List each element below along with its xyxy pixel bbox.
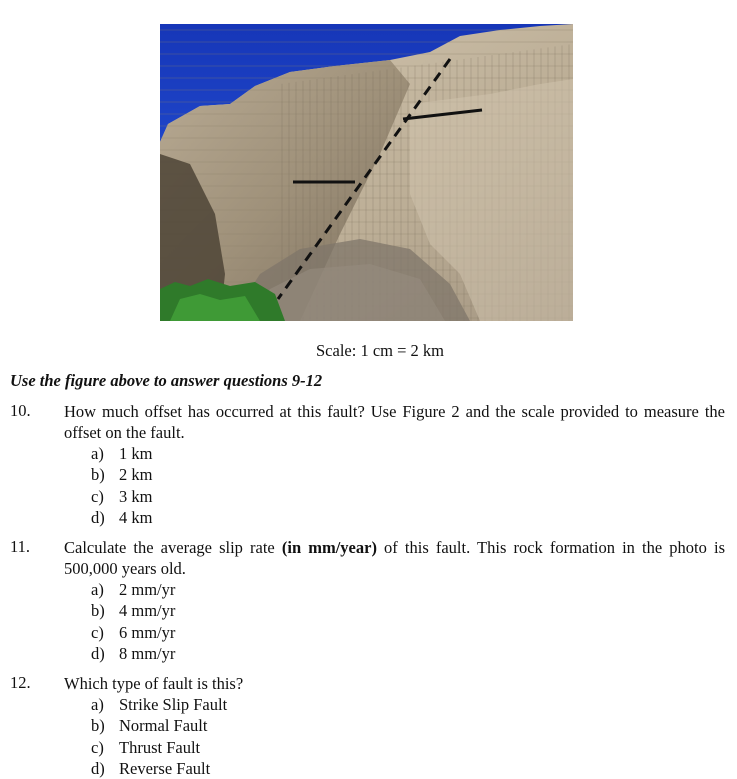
option-b[interactable] <box>91 600 725 621</box>
option-d[interactable] <box>91 507 725 528</box>
option-text: 8 mm/yr <box>119 643 176 663</box>
option-c[interactable] <box>91 622 725 643</box>
option-letter: b) <box>91 716 105 736</box>
option-text: Normal Fault <box>119 716 208 736</box>
option-letter: c) <box>91 486 104 506</box>
option-text: 4 km <box>119 507 153 527</box>
fault-photo-icon <box>160 24 573 321</box>
option-b[interactable] <box>91 715 725 736</box>
question-text-part: Which type of fault is this? <box>64 674 244 693</box>
option-letter: d) <box>91 758 105 778</box>
question-text <box>64 537 725 579</box>
question-text <box>64 673 725 694</box>
question-number: 11. <box>10 537 31 556</box>
option-text: Thrust Fault <box>119 737 201 757</box>
options-list <box>91 443 725 528</box>
option-a[interactable] <box>91 579 725 600</box>
option-letter: b) <box>91 601 105 621</box>
option-text: Reverse Fault <box>119 758 211 778</box>
option-letter: b) <box>91 465 105 485</box>
option-d[interactable] <box>91 643 725 664</box>
option-letter: d) <box>91 507 105 527</box>
option-a[interactable] <box>91 694 725 715</box>
question-12 <box>10 673 725 779</box>
option-letter: c) <box>91 622 104 642</box>
question-text-part: of this fault. This rock formation in the photo is 500,000 years old. <box>64 538 725 578</box>
question-text-part: Calculate the average slip rate <box>64 538 282 557</box>
option-letter: a) <box>91 695 104 714</box>
option-text: 3 km <box>119 486 153 506</box>
options-list <box>91 694 725 779</box>
fault-photo <box>160 24 573 321</box>
options-list <box>91 579 725 664</box>
question-number: 12. <box>10 673 31 692</box>
option-c[interactable] <box>91 737 725 758</box>
option-text: Strike Slip Fault <box>119 695 228 714</box>
option-text: 2 km <box>119 465 153 485</box>
option-text: 4 mm/yr <box>119 601 176 621</box>
question-number: 10. <box>10 401 31 420</box>
question-text-bold: (in mm/year) <box>281 538 377 557</box>
instruction-text: Use the figure above to answer questions 9-12 <box>10 371 323 390</box>
option-c[interactable] <box>91 486 725 507</box>
option-a[interactable] <box>91 443 725 464</box>
option-text: 6 mm/yr <box>119 622 176 642</box>
option-letter: d) <box>91 643 105 663</box>
question-text <box>64 401 725 443</box>
figure-caption: Scale: 1 cm = 2 km <box>316 341 444 360</box>
question-10 <box>10 401 725 528</box>
question-11 <box>10 537 725 664</box>
option-b[interactable] <box>91 464 725 485</box>
option-text: 2 mm/yr <box>119 580 176 599</box>
question-text-part: How much offset has occurred at this fault? Use Figure 2 and the scale provided to measure the offset on the fault. <box>64 402 725 442</box>
option-text: 1 km <box>119 444 153 463</box>
option-d[interactable] <box>91 758 725 779</box>
option-letter: a) <box>91 580 104 599</box>
option-letter: c) <box>91 737 104 757</box>
option-letter: a) <box>91 444 104 463</box>
